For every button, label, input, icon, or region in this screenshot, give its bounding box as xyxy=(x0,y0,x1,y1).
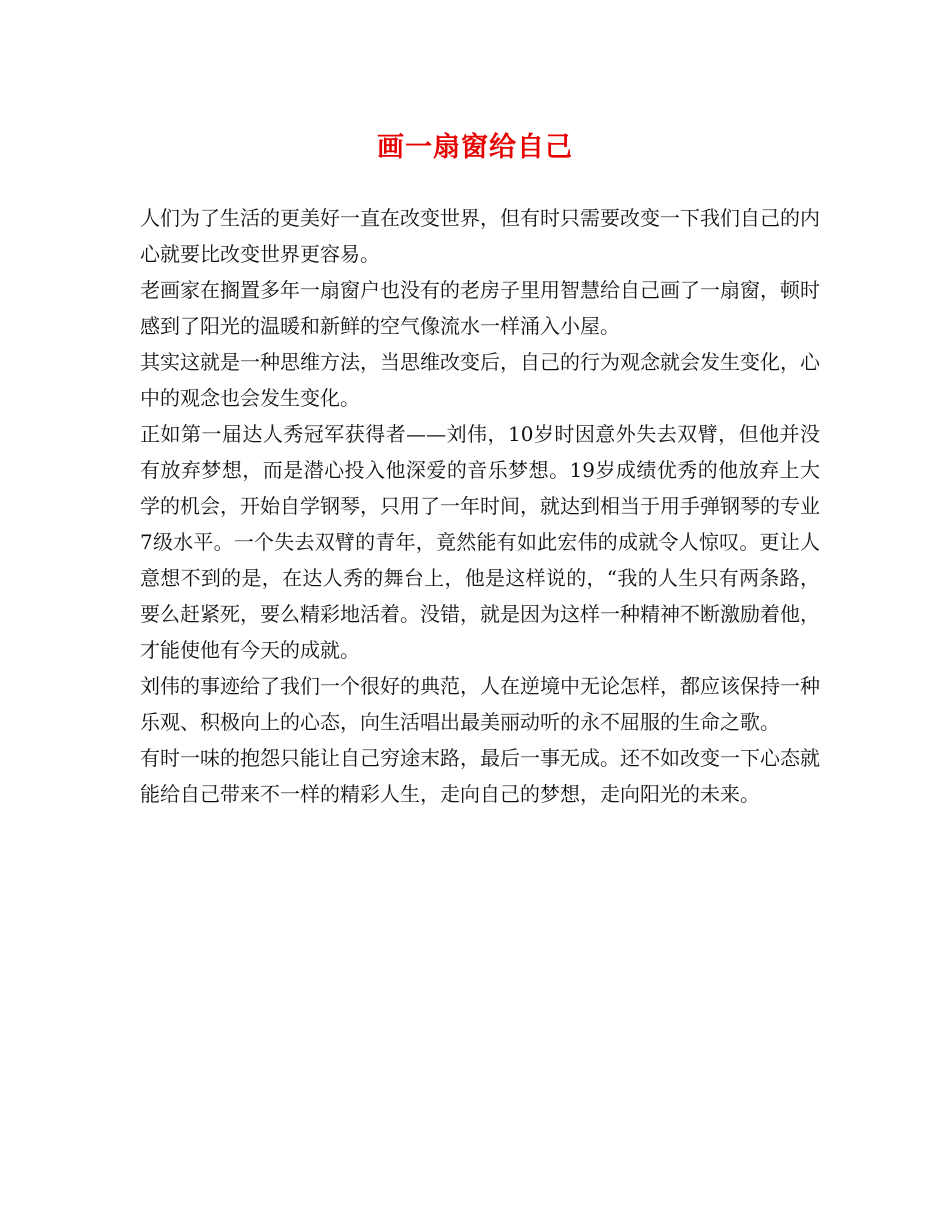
paragraph-4: 正如第一届达人秀冠军获得者——刘伟，10岁时因意外失去双臂，但他并没有放弃梦想，而是潜心投入他深爱的音乐梦想。19岁成绩优秀的他放弃上大学的机会，开始自学钢琴，只用了一年时间，就达到相当于用手弹钢琴的专业7级水平。一个失去双臂的青年，竟然能有如此宏伟的成就令人惊叹。更让人意想不到的是，在达人秀的舞台上，他是这样说的，“我的人生只有两条路，要么赶紧死，要么精彩地活着。没错，就是因为这样一种精神不断激励着他，才能使他有今天的成就。 xyxy=(140,422,820,662)
paragraph-1: 人们为了生活的更美好一直在改变世界，但有时只需要改变一下我们自己的内心就要比改变世界更容易。 xyxy=(140,206,820,266)
document-body xyxy=(140,200,820,812)
paragraph-2: 老画家在搁置多年一扇窗户也没有的老房子里用智慧给自己画了一扇窗，顿时感到了阳光的温暖和新鲜的空气像流水一样涌入小屋。 xyxy=(140,278,820,338)
document-title: 画一扇窗给自己 xyxy=(377,132,573,163)
paragraph-6: 有时一味的抱怨只能让自己穷途末路，最后一事无成。还不如改变一下心态就能给自己带来不一样的精彩人生，走向自己的梦想，走向阳光的未来。 xyxy=(140,746,820,806)
paragraph-5: 刘伟的事迹给了我们一个很好的典范，人在逆境中无论怎样，都应该保持一种乐观、积极向上的心态，向生活唱出最美丽动听的永不屈服的生命之歌。 xyxy=(140,674,820,734)
paragraph-3: 其实这就是一种思维方法，当思维改变后，自己的行为观念就会发生变化，心中的观念也会发生变化。 xyxy=(140,350,820,410)
